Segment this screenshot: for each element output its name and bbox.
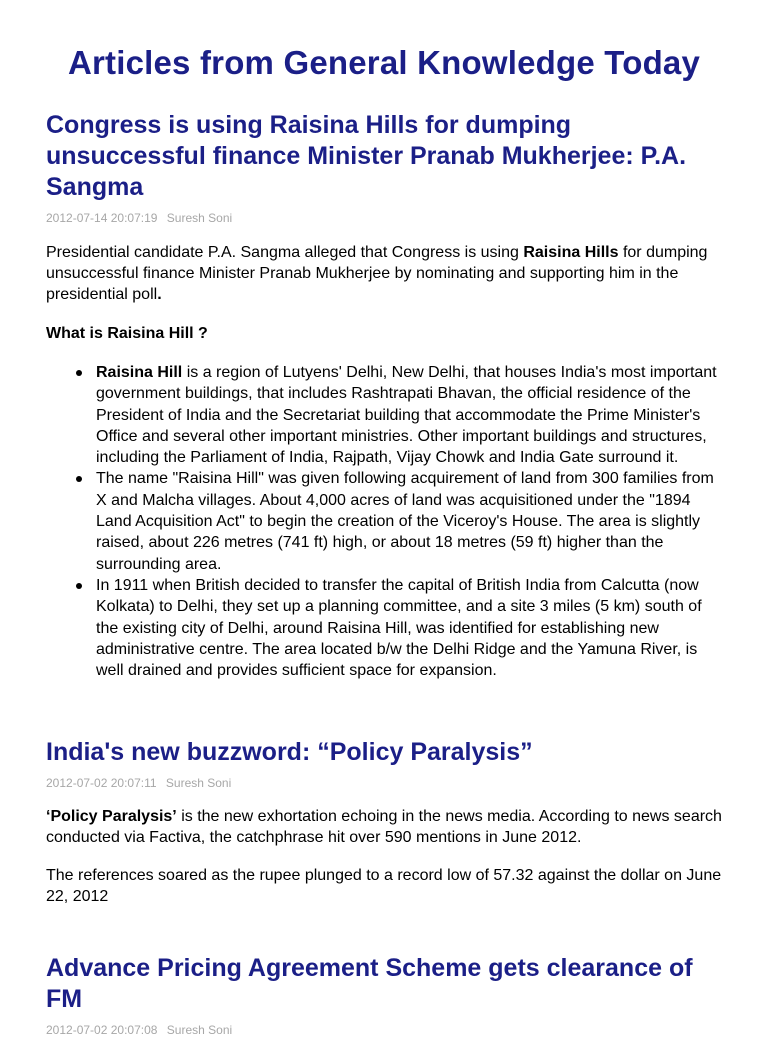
list-item [46, 575, 726, 681]
bullet-text: is a region of Lutyens' Delhi, New Delhi, that houses India's most important government buildings, that includes Rashtrapati Bhavan, the official residence of the President of India and the Secretariat building that accommodate the Prime Minister's Office and several other important ministries. Other important buildings and structures, including the Parliament of India, Rajpath, Vijay Chowk and India Gate surround it. [96, 364, 717, 467]
list-item [46, 362, 726, 468]
intro-text-pre: Presidential candidate P.A. Sangma alleged that Congress is using [46, 244, 524, 261]
article-meta [46, 776, 726, 790]
article-date: 2012-07-14 20:07:19 [46, 211, 158, 225]
article-author: Suresh Soni [166, 211, 233, 225]
intro-text-post: for dumping unsuccessful finance Minister Pranab Mukherjee by nominating and supporting him in the presidential poll [46, 244, 708, 303]
bullet-icon [76, 583, 82, 589]
article-title[interactable]: Advance Pricing Agreement Scheme gets clearance of FM [46, 954, 693, 1013]
paragraph-text: is the new exhortation echoing in the news media. According to news search conducted via Factiva, the catchphrase hit over 590 mentions in June 2012. [46, 808, 722, 846]
list-item [46, 468, 726, 574]
article-title[interactable]: Congress is using Raisina Hills for dumping unsuccessful finance Minister Pranab Mukherjee: P.A. Sangma [46, 111, 687, 201]
article-paragraph: The references soared as the rupee plunged to a record low of 57.32 against the dollar on June 22, 2012 [46, 867, 722, 905]
paragraph-bold: ‘Policy Paralysis’ [46, 808, 177, 825]
article-meta [46, 211, 726, 225]
bullet-icon [76, 370, 82, 376]
site-title: Articles from General Knowledge Today [67, 44, 701, 81]
intro-end-bold: . [157, 286, 162, 303]
article-author: Suresh Soni [166, 1023, 233, 1037]
article-date: 2012-07-02 20:07:08 [46, 1023, 158, 1037]
article-paragraph [46, 806, 726, 848]
article-author: Suresh Soni [165, 776, 232, 790]
bullet-bold: Raisina Hill [96, 364, 183, 381]
article-3 [46, 953, 726, 1037]
intro-bold: Raisina Hills [523, 244, 619, 261]
section-heading: What is Raisina Hill ? [46, 325, 208, 342]
article-intro [46, 242, 726, 305]
bullet-list [46, 362, 726, 681]
bullet-text: The name "Raisina Hill" was given following acquirement of land from 300 families from X and Malcha villages. About 4,000 acres of land was acquisitioned under the "1894 Land Acquisition Act" to begin the creation of the Viceroy's House. The area is slightly raised, about 226 metres (741 ft) high, or about 18 metres (59 ft) higher than the surrounding area. [96, 470, 714, 573]
article-meta [46, 1023, 726, 1037]
bullet-icon [76, 476, 82, 482]
article-date: 2012-07-02 20:07:11 [46, 776, 157, 790]
article-title[interactable]: India's new buzzword: “Policy Paralysis” [46, 738, 533, 766]
article-2 [46, 737, 726, 907]
bullet-text: In 1911 when British decided to transfer the capital of British India from Calcutta (now Kolkata) to Delhi, they set up a planning committee, and a site 3 miles (5 km) south of the existing city of Delhi, around Raisina Hill, was identified for establishing new administrative centre. The area located b/w the Delhi Ridge and the Yamuna River, is well drained and provides sufficient space for expansion. [96, 576, 702, 680]
article-1 [46, 110, 726, 681]
